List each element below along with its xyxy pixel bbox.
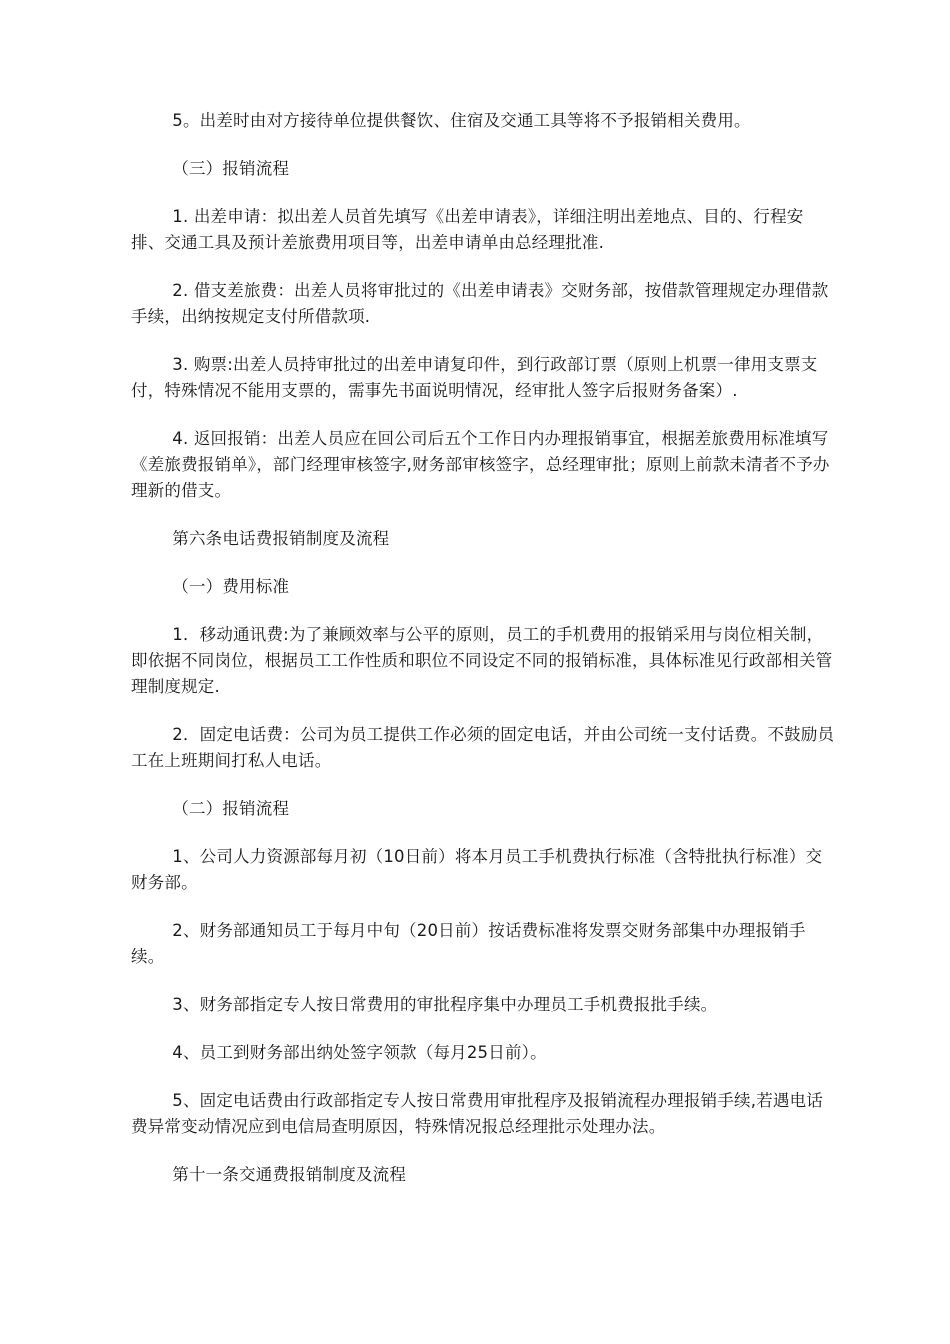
paragraph-mobile-expense: 1．移动通讯费:为了兼顾效率与公平的原则，员工的手机费用的报销采用与岗位相关制，即依据不同岗位，根据员工工作性质和职位不同设定不同的报销标准，具体标准见行政部相关管理制度规定. [131, 625, 833, 696]
paragraph-landline-process: 5、固定电话费由行政部指定专人按日常费用审批程序及报销流程办理报销手续,若遇电话费异常变动情况应到电信局查明原因，特殊情况报总经理批示处理办法。 [131, 1091, 823, 1136]
paragraph-hr-monthly-standard: 1、公司人力资源部每月初（10日前）将本月员工手机费执行标准（含特批执行标准）交财务部。 [131, 847, 823, 892]
paragraph-finance-notice: 2、财务部通知员工于每月中旬（20日前）按话费标准将发票交财务部集中办理报销手续。 [131, 921, 806, 966]
paragraph-landline-expense: 2．固定电话费：公司为员工提供工作必须的固定电话，并由公司统一支付话费。不鼓励员工在上班期间打私人电话。 [131, 725, 835, 770]
section-heading-phone-reimbursement-process: （二）报销流程 [172, 799, 290, 818]
section-heading-expense-standard: （一）费用标准 [172, 577, 290, 596]
article-heading-phone-expense: 第六条电话费报销制度及流程 [172, 529, 390, 548]
paragraph-finance-designated-staff: 3、财务部指定专人按日常费用的审批程序集中办理员工手机费报批手续。 [172, 995, 718, 1014]
article-heading-transport-expense: 第十一条交通费报销制度及流程 [172, 1165, 407, 1184]
paragraph-ticket-purchase: 3. 购票:出差人员持审批过的出差申请复印件，到行政部订票（原则上机票一律用支票支付，特殊情况不能用支票的，需事先书面说明情况，经审批人签字后报财务备案）. [131, 355, 818, 400]
paragraph-meal-lodging-rule: 5。出差时由对方接待单位提供餐饮、住宿及交通工具等将不予报销相关费用。 [172, 111, 751, 130]
paragraph-travel-advance: 2. 借支差旅费：出差人员将审批过的《出差申请表》交财务部，按借款管理规定办理借款手续，出纳按规定支付所借款项. [131, 281, 829, 326]
paragraph-employee-collect-payment: 4、员工到财务部出纳处签字领款（每月25日前）。 [172, 1043, 547, 1062]
document-body [131, 108, 835, 1188]
section-heading-reimbursement-process: （三）报销流程 [172, 159, 290, 178]
paragraph-return-reimbursement: 4. 返回报销：出差人员应在回公司后五个工作日内办理报销事宜，根据差旅费用标准填写《差旅费报销单》，部门经理审核签字,财务部审核签字，总经理审批；原则上前款未清者不予办理新的借支。 [131, 429, 830, 500]
paragraph-travel-application: 1. 出差申请：拟出差人员首先填写《出差申请表》，详细注明出差地点、目的、行程安排、交通工具及预计差旅费用项目等，出差申请单由总经理批准. [131, 207, 804, 252]
